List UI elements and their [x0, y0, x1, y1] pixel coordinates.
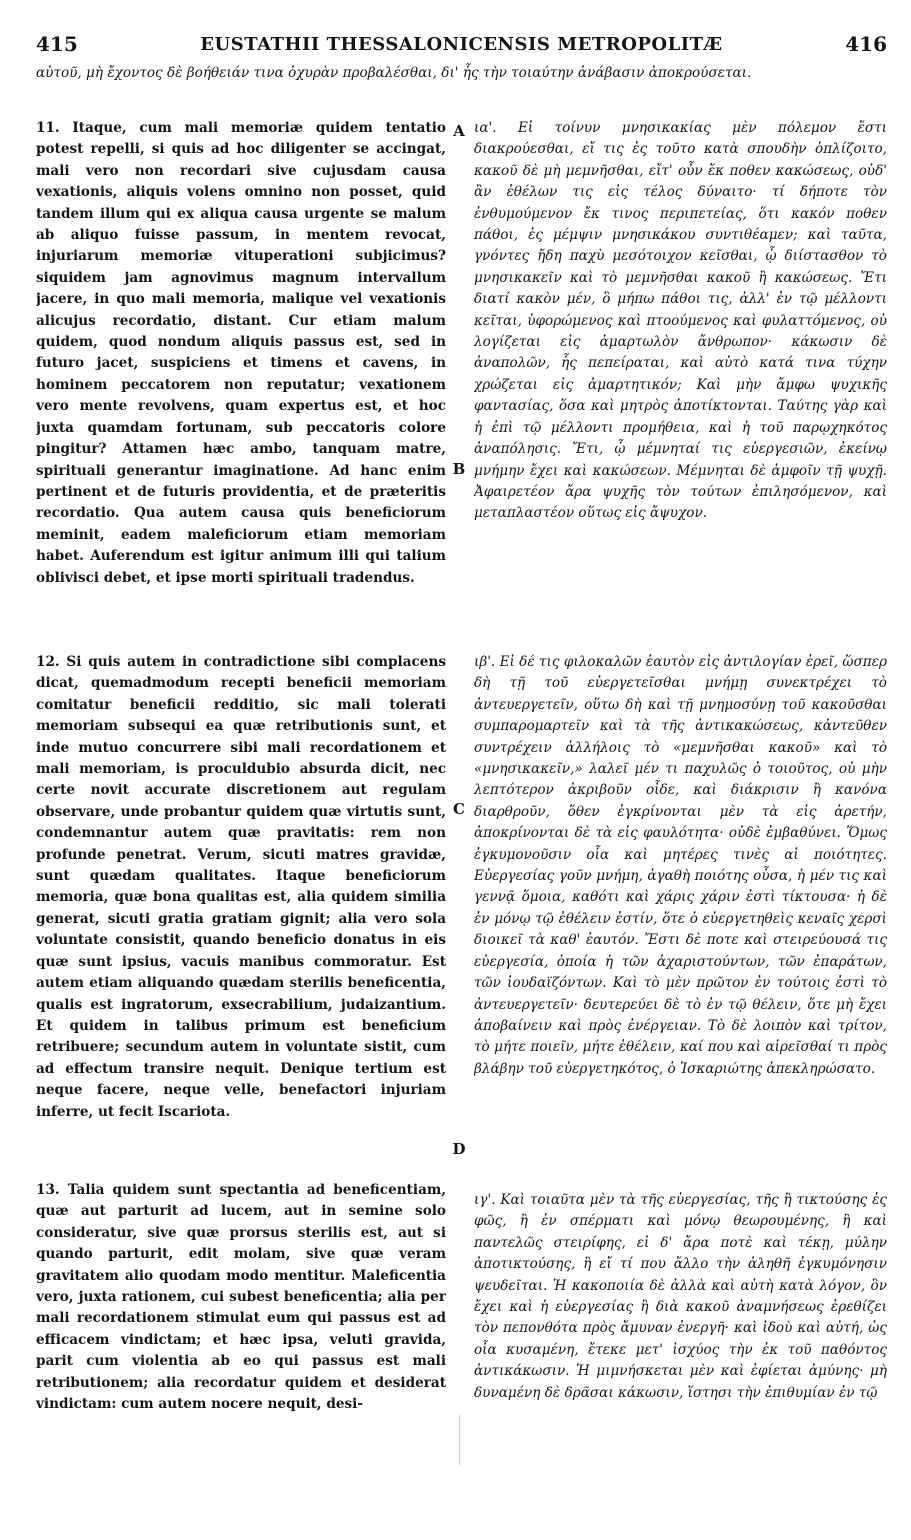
greek-paragraph-13: ιγ'. Καὶ τοιαῦτα μὲν τὰ τῆς εὐεργεσίας, τῆς ἢ τικτούσης ἐς φῶς, ἢ ἐν σπέρματι καὶ μόνῳ θεωρουμένης, ἢ καὶ παντελῶς στειρίφης, εἰ δ' ἄρα ποτὲ καὶ τέκῃ, μύλην ἀποτικτούσης, ἢ εἴ τί που ἄλλο τὴν ἀληθῆ ἐγκυμόνησιν ψευδεῖται. Ἡ κακοποιία δὲ ἀλλὰ καὶ αὐτὴ κατὰ λόγον, ὃν ἔχει καὶ ἡ εὐεργεσίας ἢ διὰ κακοῦ ἀναμνήσεως ἐρεθίζει τὸν πεπονθότα πρὸς ἄμυναν ἐνεργῆ· καὶ ἰδοὺ καὶ αὐτή, ὡς οἷα κυσαμένη, ἔτεκε μετ' ἰσχύος τὴν ἐκ τοῦ παθόντος ἀντικάκωσιν. Ἡ μιμνήσκεται μὲν καὶ ἐφίεται ἀμύνης· μὴ δυναμένη δὲ δρᾶσαι κάκωσιν, ἵστησι τὴν ἐπιθυμίαν ἐν τῷ	[474, 1192, 887, 1401]
page-number-right: 416	[845, 32, 887, 56]
running-head-title: EUSTATHII THESSALONICENSIS METROPOLITÆ	[200, 34, 723, 55]
greek-carryover-line: αὐτοῦ, μὴ ἔχοντος δὲ βοήθειάν τινα ὀχυρὰν προβαλέσθαι, δι' ἧς τὴν τοιαύτην ἀνάβασιν ἀποκρούσεται.	[36, 65, 752, 81]
margin-letter-b: B	[452, 460, 466, 478]
latin-paragraph-13: 13. Talia quidem sunt spectantia ad beneficentiam, quæ aut parturit ad lucem, aut in semine solo consideratur, sive quæ prorsus sterilis est, aut si quando parturit, edit molam, sive quæ veram gravitatem alio quodam modo mentitur. Maleficentia vero, juxta rationem, cui subest beneficentia; alia per mali recordationem stimulat eum qui passus est ad efficacem vindictam; et hæc ipsa, veluti gravida, parit cum violentia ab eo qui passus est mali retributionem; alia recordatur quidem et desiderat vindictam: cum autem nocere nequit, desi-	[36, 1182, 446, 1413]
latin-paragraph-12: 12. Si quis autem in contradictione sibi complacens dicat, quemadmodum recepti beneficii memoriam comitatur beneficii redditio, sic mali tolerati memoriam subsequi ea quæ retributionis sunt, et inde mutuo concurrere sibi mali recordationem et mali memoriam, is proculdubio absurda dicit, nec certe novit accurate discretionem aut regulam observare, unde probantur quidem quæ virtutis sunt, condemnantur autem quæ pravitatis: rem non profunde penetrat. Verum, sicuti matres gravidæ, sunt quædam qualitates. Itaque beneficiorum memoria, quæ bona qualitas est, alia quidem similia generat, sicuti gratia gratiam gignit; alia vero sola voluntate consistit, quando beneficio donatus in eis quæ sunt ipsius, vacuis manibus commoratur. Est autem etiam aliquando quædam sterilis beneficentia, qualis est ingratorum, exsecrabilium, judaizantium. Et quidem in talibus primum est beneficium retribuere; secundum autem in voluntate sistit, cum ad effectum transire nequit. Denique tertium est neque facere, neque velle, benefactori injuriam inferre, ut fecit Iscariota.	[36, 654, 446, 1120]
greek-paragraph-11: ια'. Εἰ τοίνυν μνησικακίας μὲν πόλεμον ἔστι διακρούεσθαι, εἴ τις ἐς τοῦτο κατὰ σπουδὴν ὁπλίζοιτο, κακοῦ δὲ μὴ μεμνῆσθαι, εἴτ' οὖν ἔκ ποθεν κακώσεως, οὐδ' ἂν ἐθέλων τις εἰς τέλος δύναιτο· τί δήποτε τὸν ἐνθυμούμενον ἔκ τινος περιπετείας, ὅτι κακόν ποθεν πάθοι, ἐς μέμψιν μνησικάκου συντιθέαμεν; καὶ ταῦτα, γνόντες ἤδη παχὺ μεσότοιχον κεῖσθαι, ᾧ διίστασθον τὸ μνησικακεῖν καὶ τὸ μεμνῆσθαι κακοῦ ἢ κακώσεως. Ἔτι διατί κακὸν μέν, ὃ μήπω πάθοι τις, ἀλλ' ἐν τῷ μέλλοντι κεῖται, ὑφορώμενος καὶ πτοούμενος καὶ φυλαττόμενος, οὐ λογίζεται εἰς ἁμαρτωλὸν ἄνθρωπον· κάκωσιν δὲ ἀναπολῶν, ἧς πεπείραται, καὶ αὐτὸ κατά τινα τύχην χρώζεται εἰς ἁμαρτητικόν; Καὶ μὴν ἄμφω ψυχικῆς φαντασίας, ὅσα καὶ μητρὸς ἀποτίκτονται. Ταύτης γὰρ καὶ ἡ ἐπὶ τῷ μέλλοντι προμήθεια, καὶ ἡ τοῦ παρῳχηκότος ἀναπόλησις. Ἔτι, ᾧ μέμνηταί τις εὐεργεσιῶν, ἐκείνῳ μνήμην ἔχει καὶ κακώσεων. Μέμνηται δὲ ἀμφοῖν τῇ ψυχῇ. Ἀφαιρετέον ἄρα ψυχῆς τὸν τούτων ἐπιλησόμενον, καὶ μεταπλαστέον οὕτως εἰς ἄψυχον.	[474, 120, 887, 522]
margin-letter-a: A	[453, 122, 465, 140]
greek-paragraph-12: ιβ'. Εἰ δέ τις φιλοκαλῶν ἑαυτὸν εἰς ἀντιλογίαν ἐρεῖ, ὥσπερ δὴ τῇ τοῦ εὐεργετεῖσθαι μνήμῃ συνεκτρέχει τὸ ἀντευεργετεῖν, οὕτω δὴ καὶ τῇ μνημοσύνῃ τοῦ κακοῦσθαι συμπαρομαρτεῖν καὶ τὰ τῆς ἀντικακώσεως, κἀντεῦθεν συντρέχειν ἀλλήλοις τὸ «μεμνῆσθαι κακοῦ» καὶ τὸ «μνησικακεῖν,» λαλεῖ μέν τι παχυλῶς ὁ τοιοῦτος, οὐ μὴν λεπτότερον ἀκριβοῦν οἶδε, καὶ διάκρισιν ἢ κανόνα διαρθροῦν, ὅθεν ἐγκρίνονται μὲν τὰ εἰς ἀρετήν, ἀποκρίνονται δὲ τὰ εἰς φαυλότητα· οὐδὲ ἐμβαθύνει. Ὅμως ἐγκυμονοῦσιν οἷα καὶ μητέρες τινὲς αἱ ποιότητες. Εὐεργεσίας γοῦν μνήμη, ἀγαθὴ ποιότης οὖσα, ἡ μέν τις καὶ γεννᾷ ὅμοια, καθότι καὶ χάρις χάριν ἐστὶ τίκτουσα· ἡ δὲ ἐν μόνῳ τῷ ἐθέλειν ἐστίν, ὅτε ὁ εὐεργετηθεὶς κεναῖς χερσὶ διοικεῖ τὰ καθ' ἑαυτόν. Ἔστι δὲ ποτε καὶ στειρεύουσά τις εὐεργεσία, ὁποία ἡ τῶν ἀχαριστούντων, τῶν ἐπαράτων, τῶν ἰουδαϊζόντων. Καὶ τὸ μὲν πρῶτον ἐν τούτοις ἐστὶ τὸ ἀντευεργετεῖν· δευτερεύει δὲ τὸ ἐν τῷ θέλειν, ὅτε μὴ ἔχει ἀποβαίνειν καὶ πρὸς ἐνέργειαν. Τὸ δὲ λοιπὸν καὶ τρίτον, τὸ μήτε ποιεῖν, μήτε ἐθέλειν, καί που καὶ αἱρεῖσθαί τι πρὸς βλάβην τοῦ εὐεργετηκότος, ὁ Ἰσκαριώτης ἀπεκληρώσατο.	[474, 654, 887, 1077]
running-header	[36, 32, 887, 58]
latin-paragraph-11: 11. Itaque, cum mali memoriæ quidem tentatio potest repelli, si quis ad hoc diligenter se accingat, mali vero non recordari sive cujusdam causa vexationis, aliquis volens omnino non posset, quid tandem illum qui ex aliqua causa urgente se malum ab aliquo fuisse passum, in mentem revocat, injuriarum memoriæ vituperationi subjicimus? siquidem jam agnovimus magnum intervallum jacere, in quo mali memoria, malique vel vexationis alicujus recordatio, distant. Cur etiam malum quidem, quod nondum aliquis passus est, sed in futuro jacet, suspiciens et timens et cavens, in hominem peccatorem non reputatur; vexationem vero mente revolvens, quam expertus est, et hoc juxta quamdam fortunam, sub peccatoris colore pingitur? Attamen hæc ambo, tanquam matre, spirituali generantur imaginatione. Ad hanc enim pertinent et de futuris providentia, et de præteritis recordatio. Qua autem causa quis beneficiorum meminit, eadem maleficiorum etiam memoriam habet. Auferendum est igitur animum illi qui talium oblivisci debet, et ipse morti spirituali tradendus.	[36, 120, 446, 586]
page-number-left: 415	[36, 32, 78, 56]
column-divider-mark	[459, 1415, 460, 1465]
margin-letter-c: C	[453, 800, 465, 818]
margin-letter-d: D	[452, 1140, 466, 1158]
